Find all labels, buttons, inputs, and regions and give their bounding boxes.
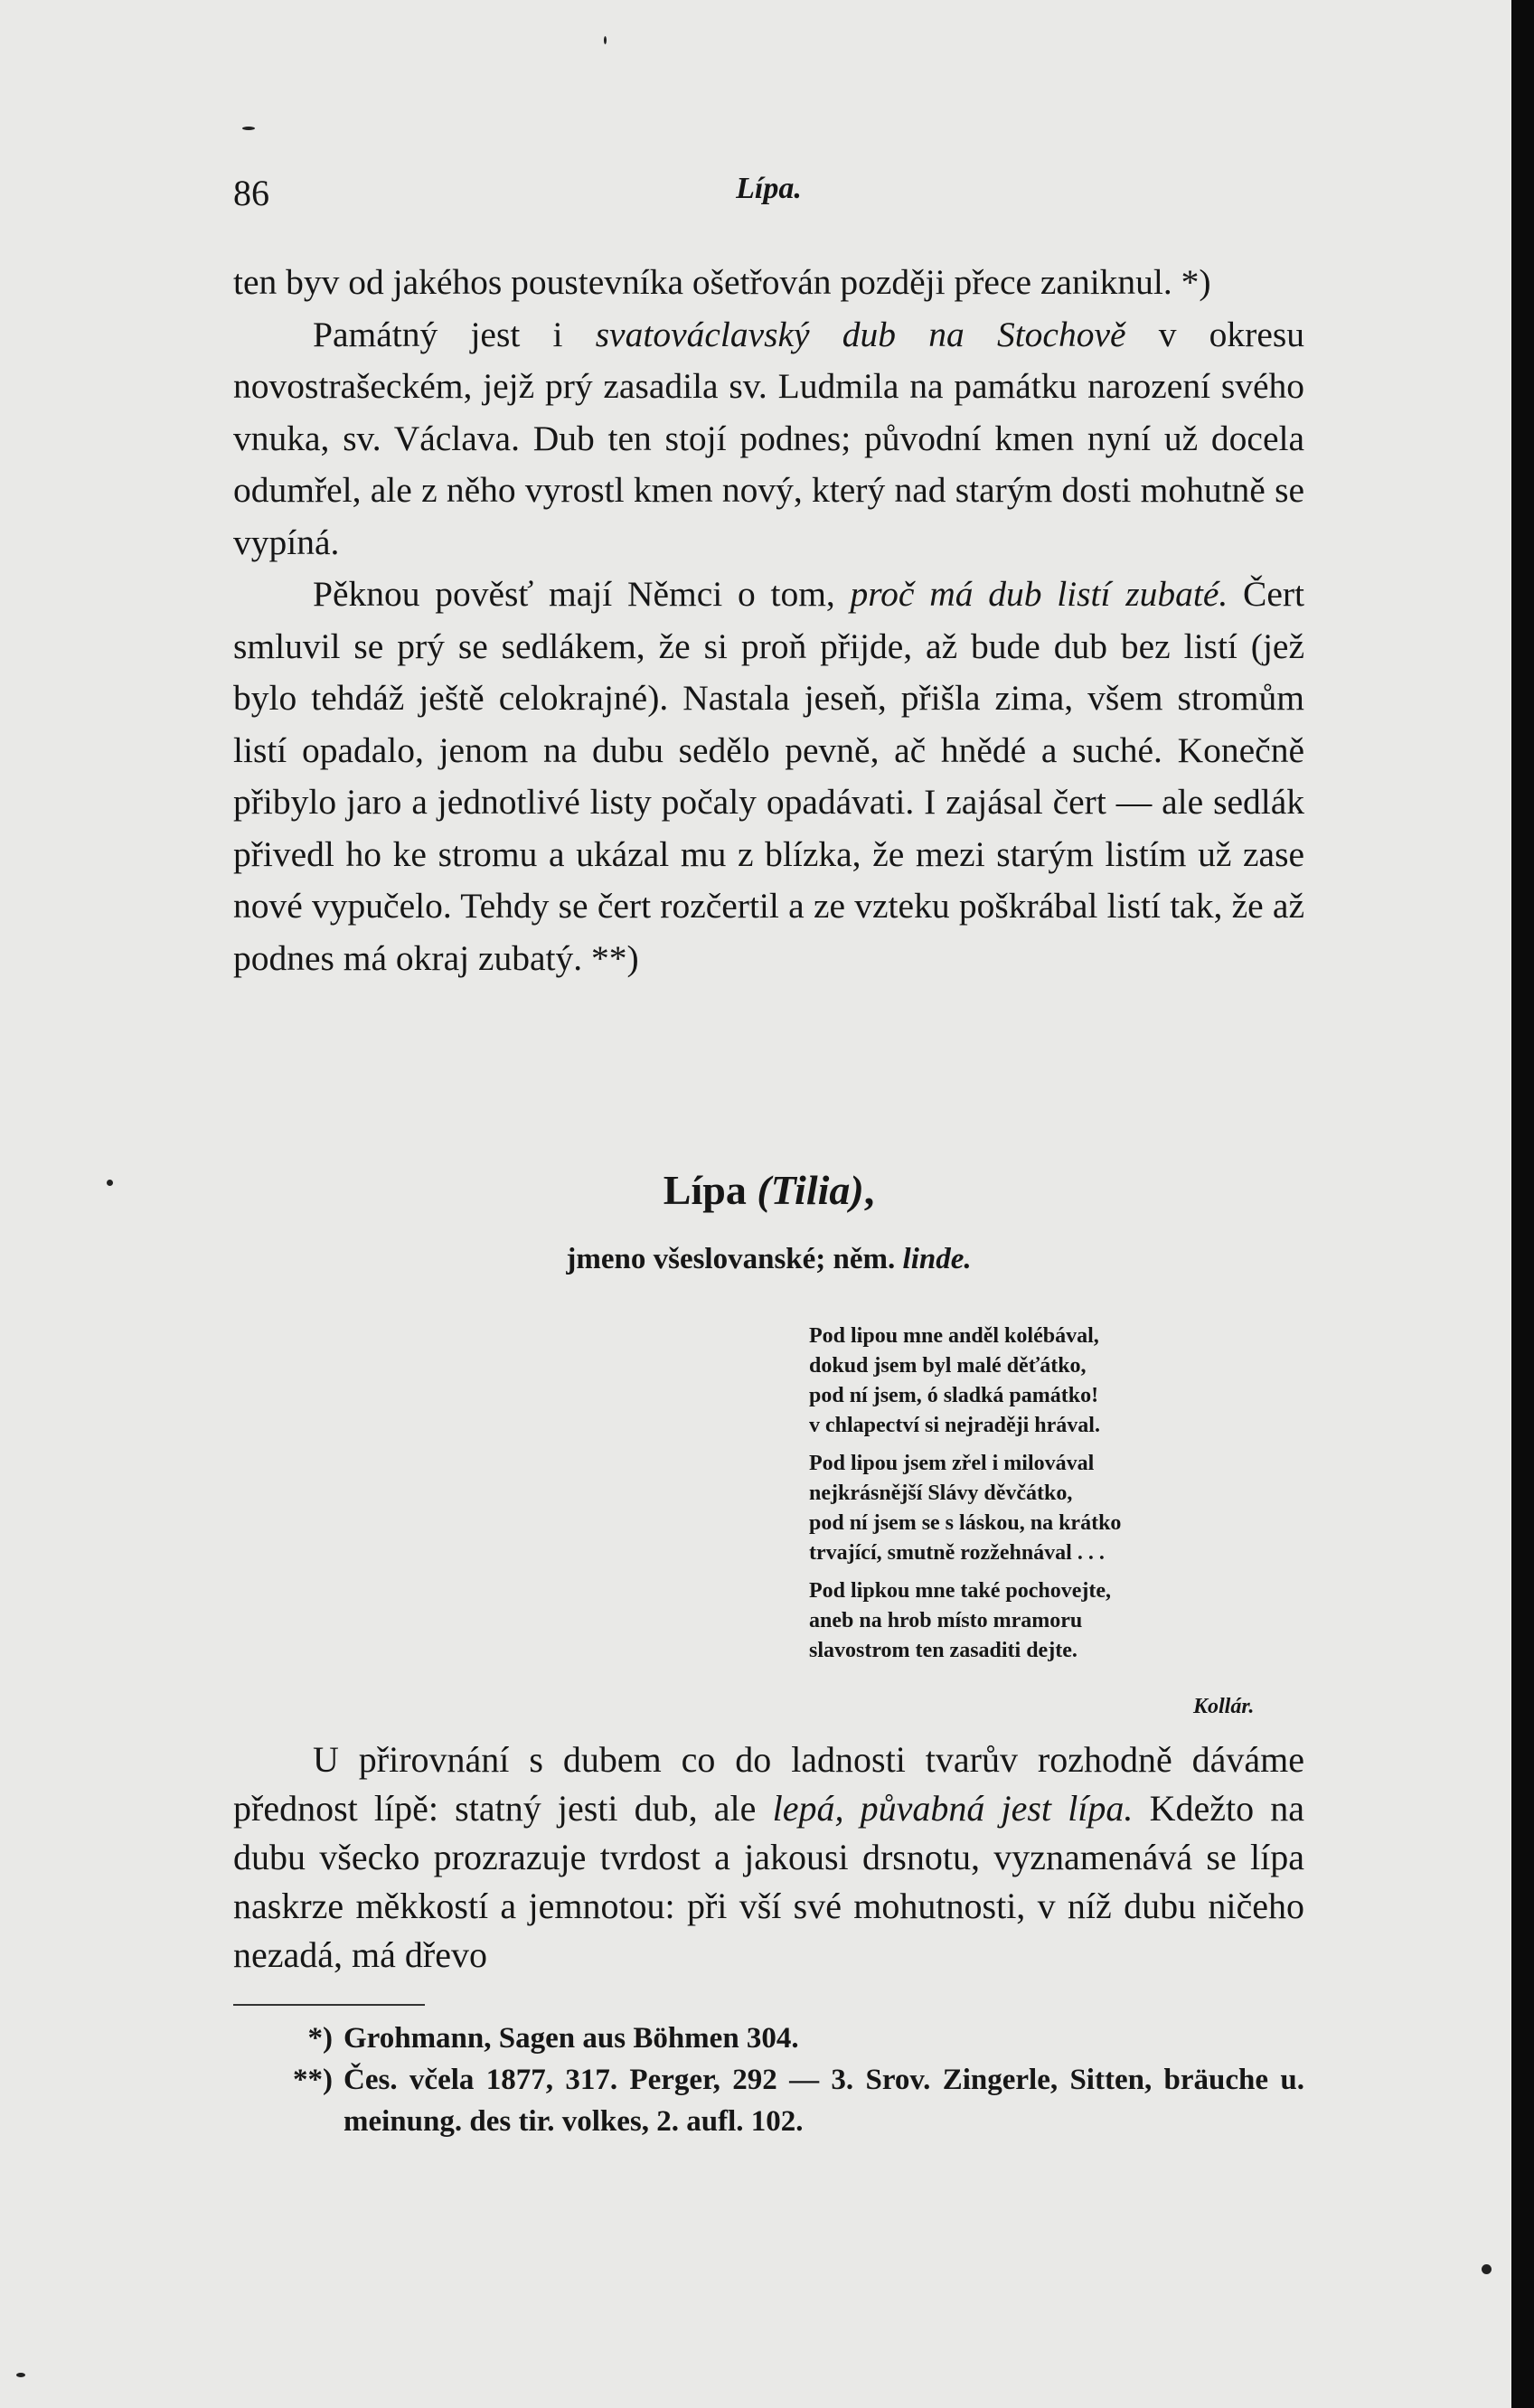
section-heading [233, 1166, 1304, 1214]
text-run: Kdežto na dubu všecko prozrazuje tvrdost a jakousi drsnotu, vyznamenává se lípa naskrze měkkostí a jemnotou: při vší své mohutnosti, v níž dubu ničeho nezadá, má dřevo [233, 1788, 1304, 1975]
poem-line: Pod lipou mne anděl kolébával, [809, 1324, 1099, 1348]
paragraph [233, 569, 1304, 984]
footnotes [233, 2018, 1304, 2142]
page-number: 86 [233, 173, 269, 213]
poem-line: nejkrásnější Slávy děvčátko, [809, 1481, 1073, 1505]
italic-run: svatováclavský dub na Stochově [595, 314, 1126, 354]
footnote [233, 2059, 1304, 2142]
poem-author: Kollár. [1193, 1695, 1255, 1718]
paragraph [233, 309, 1304, 569]
heading-punctuation: , [863, 1167, 875, 1213]
section-title: Lípa [663, 1167, 747, 1213]
poem-line: Pod lipou jsem zřel i milovával [809, 1452, 1095, 1475]
poem-line: Pod lipkou mne také pochovejte, [809, 1579, 1112, 1603]
poem-line: slavostrom ten zasaditi dejte. [809, 1639, 1078, 1662]
poem-line: trvající, smutně rozžehnával . . . [809, 1541, 1105, 1565]
poem-stanza [809, 1449, 1121, 1568]
poem-line: pod ní jsem se s láskou, na krátko [809, 1511, 1122, 1535]
ink-speck [604, 36, 607, 44]
text-run: Pěknou pověsť mají Němci o tom, [313, 574, 851, 614]
body-text-bottom [233, 1735, 1304, 1980]
poem-line: dokud jsem byl malé děťátko, [809, 1354, 1087, 1378]
italic-run: proč má dub listí zubaté. [850, 574, 1228, 614]
section-latin-name: (Tilia) [757, 1167, 864, 1213]
text-run: Památný jest i [313, 314, 596, 354]
poem-line: v chlapectví si nejraději hrával. [809, 1414, 1100, 1437]
subtitle-german: linde. [902, 1243, 972, 1275]
section-subheading [233, 1243, 1304, 1276]
poem-line: aneb na hrob místo mramoru [809, 1609, 1083, 1632]
footnote-text: Čes. včela 1877, 317. Perger, 292 — 3. Srov. Zingerle, Sitten, bräuche u. meinung. des tir. volkes, 2. aufl. 102. [344, 2064, 1304, 2138]
footnote-mark: *) [307, 2022, 333, 2055]
text-run: U přirovnání s dubem co do ladnosti tvarův rozhodně dáváme přednost lípě: statný jesti dub, ale [233, 1739, 1304, 1829]
footnote-mark: **) [293, 2064, 333, 2096]
text-run: v okresu novostrašeckém, jejž prý zasadila sv. Ludmila na památku narození svého vnuka, sv. Václava. Dub ten stojí podnes; původní kmen nyní už docela odumřel, ale z něho vyrostl kmen nový, který nad starým dosti mohutně se vypíná. [233, 314, 1304, 562]
running-title: Lípa. [736, 172, 802, 205]
poem-line: pod ní jsem, ó sladká památko! [809, 1384, 1099, 1407]
footnote-text: Grohmann, Sagen aus Böhmen 304. [344, 2022, 799, 2055]
footnote-divider [233, 2004, 425, 2006]
poem-stanza [809, 1322, 1121, 1441]
footnote [233, 2018, 1304, 2059]
body-text-top [233, 257, 1304, 984]
italic-run: lepá, půvabná jest lípa. [772, 1788, 1134, 1829]
subtitle-text: jmeno všeslovanské; něm. [566, 1243, 896, 1275]
ink-speck [242, 127, 255, 130]
page-header [233, 172, 1304, 226]
text-run: Čert smluvil se prý se sedlákem, že si proň přijde, až bude dub bez listí (jež bylo tehdáž ještě celokrajné). Nastala jeseň, přišla zima, všem stromům listí opadalo, jenom na dubu sedělo pevně, ač hnědé a suché. Konečně přibylo jaro a jednotlivé listy počaly opadávati. I zajásal čert — ale sedlák přivedl ho ke stromu a ukázal mu z blízka, že mezi starým listím už zase nové vypučelo. Tehdy se čert rozčertil a ze vzteku poškrábal listí tak, že až podnes má okraj zubatý. **) [233, 574, 1304, 978]
paragraph [233, 1735, 1304, 1980]
poem-stanza [809, 1576, 1121, 1666]
poem-quote [809, 1322, 1121, 1674]
ink-speck [16, 2373, 25, 2377]
paragraph: ten byv od jakéhos poustevníka ošetřován později přece zaniknul. *) [233, 262, 1211, 302]
ink-speck [107, 1180, 113, 1186]
ink-speck [1482, 2264, 1492, 2274]
